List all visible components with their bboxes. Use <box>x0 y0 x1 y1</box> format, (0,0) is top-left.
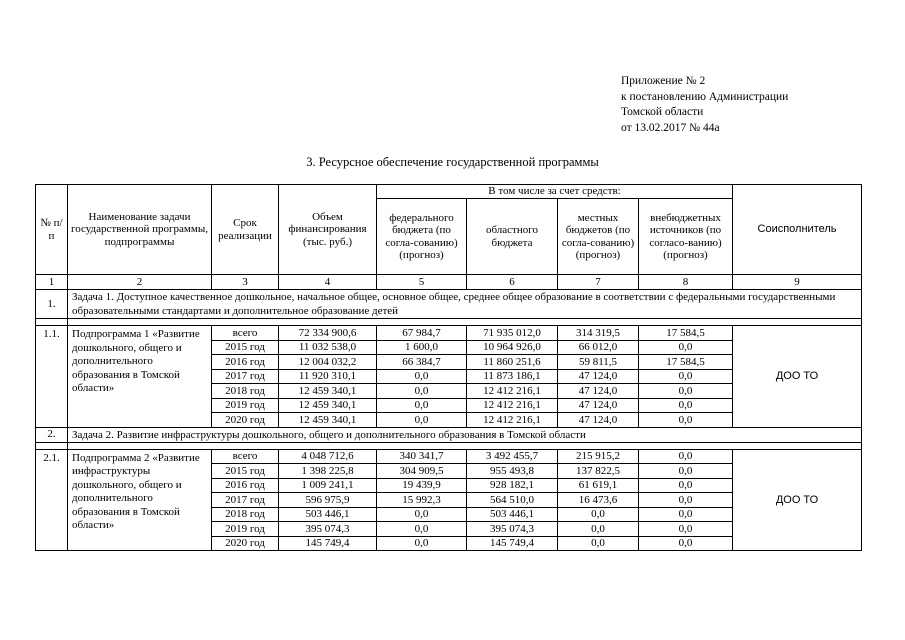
federal-cell: 340 341,7 <box>377 449 467 464</box>
period-cell: 2016 год <box>212 355 279 370</box>
task-2-num: 2. <box>36 427 68 442</box>
volume-cell: 1 009 241,1 <box>279 478 377 493</box>
federal-cell: 0,0 <box>377 398 467 413</box>
period-cell: 2016 год <box>212 478 279 493</box>
header-period: Срок реализации <box>212 185 279 275</box>
appendix-block <box>621 74 788 136</box>
regional-cell: 145 749,4 <box>467 536 558 551</box>
extrabudget-cell: 0,0 <box>639 522 733 537</box>
header-coexecutor: Соисполнитель <box>733 185 862 275</box>
header-volume: Объем финансирования (тыс. руб.) <box>279 185 377 275</box>
regional-cell: 12 412 216,1 <box>467 384 558 399</box>
extrabudget-cell: 17 584,5 <box>639 326 733 341</box>
period-cell: 2017 год <box>212 369 279 384</box>
local-cell: 137 822,5 <box>558 464 639 479</box>
col-number-cell: 4 <box>279 275 377 290</box>
program-1-name: Подпрограмма 1 «Развитие дошкольного, общего и дополнительного образования в Томской области» <box>68 326 212 428</box>
federal-cell: 0,0 <box>377 413 467 428</box>
regional-cell: 955 493,8 <box>467 464 558 479</box>
regional-cell: 395 074,3 <box>467 522 558 537</box>
appendix-line-1: Приложение № 2 <box>621 75 706 87</box>
volume-cell: 1 398 225,8 <box>279 464 377 479</box>
volume-cell: 145 749,4 <box>279 536 377 551</box>
regional-cell: 10 964 926,0 <box>467 340 558 355</box>
col-number-cell: 3 <box>212 275 279 290</box>
appendix-line-4: от 13.02.2017 № 44а <box>621 121 720 134</box>
period-cell: 2015 год <box>212 464 279 479</box>
resource-table <box>35 184 862 551</box>
volume-cell: 12 004 032,2 <box>279 355 377 370</box>
local-cell: 0,0 <box>558 522 639 537</box>
program-2-num: 2.1. <box>36 449 68 551</box>
federal-cell: 0,0 <box>377 522 467 537</box>
local-cell: 215 915,2 <box>558 449 639 464</box>
local-cell: 66 012,0 <box>558 340 639 355</box>
volume-cell: 12 459 340,1 <box>279 384 377 399</box>
extrabudget-cell: 0,0 <box>639 464 733 479</box>
extrabudget-cell: 0,0 <box>639 398 733 413</box>
table-row <box>36 326 862 341</box>
col-number-cell: 7 <box>558 275 639 290</box>
program-2-coexecutor: ДОО ТО <box>733 449 862 551</box>
local-cell: 47 124,0 <box>558 413 639 428</box>
header-num: № п/п <box>36 185 68 275</box>
volume-cell: 395 074,3 <box>279 522 377 537</box>
task-2-text: Задача 2. Развитие инфраструктуры дошкольного, общего и дополнительного образования в Томской области <box>68 427 862 442</box>
local-cell: 47 124,0 <box>558 384 639 399</box>
extrabudget-cell: 0,0 <box>639 493 733 508</box>
section-title: 3. Ресурсное обеспечение государственной программы <box>306 155 599 169</box>
header-name: Наименование задачи государственной программы, подпрограммы <box>68 185 212 275</box>
col-number-cell: 2 <box>68 275 212 290</box>
volume-cell: 503 446,1 <box>279 507 377 522</box>
federal-cell: 0,0 <box>377 384 467 399</box>
federal-cell: 1 600,0 <box>377 340 467 355</box>
regional-cell: 11 860 251,6 <box>467 355 558 370</box>
local-cell: 61 619,1 <box>558 478 639 493</box>
regional-cell: 503 446,1 <box>467 507 558 522</box>
volume-cell: 72 334 900,6 <box>279 326 377 341</box>
col-number-cell: 8 <box>639 275 733 290</box>
federal-cell: 15 992,3 <box>377 493 467 508</box>
appendix-line-3: Томской области <box>621 106 704 118</box>
extrabudget-cell: 0,0 <box>639 536 733 551</box>
local-cell: 0,0 <box>558 507 639 522</box>
local-cell: 0,0 <box>558 536 639 551</box>
program-1-num: 1.1. <box>36 326 68 428</box>
local-cell: 47 124,0 <box>558 398 639 413</box>
extrabudget-cell: 0,0 <box>639 413 733 428</box>
regional-cell: 3 492 455,7 <box>467 449 558 464</box>
extrabudget-cell: 17 584,5 <box>639 355 733 370</box>
federal-cell: 0,0 <box>377 507 467 522</box>
program-1-coexecutor: ДОО ТО <box>733 326 862 428</box>
extrabudget-cell: 0,0 <box>639 478 733 493</box>
volume-cell: 12 459 340,1 <box>279 398 377 413</box>
volume-cell: 11 920 310,1 <box>279 369 377 384</box>
volume-cell: 4 048 712,6 <box>279 449 377 464</box>
period-cell: 2020 год <box>212 413 279 428</box>
header-including: В том числе за счет средств: <box>377 185 733 199</box>
extrabudget-cell: 0,0 <box>639 384 733 399</box>
regional-cell: 928 182,1 <box>467 478 558 493</box>
extrabudget-cell: 0,0 <box>639 449 733 464</box>
local-cell: 16 473,6 <box>558 493 639 508</box>
local-cell: 59 811,5 <box>558 355 639 370</box>
extrabudget-cell: 0,0 <box>639 340 733 355</box>
period-cell: 2019 год <box>212 398 279 413</box>
federal-cell: 304 909,5 <box>377 464 467 479</box>
federal-cell: 0,0 <box>377 536 467 551</box>
volume-cell: 596 975,9 <box>279 493 377 508</box>
period-cell: 2019 год <box>212 522 279 537</box>
federal-cell: 66 384,7 <box>377 355 467 370</box>
appendix-line-2: к постановлению Администрации <box>621 90 789 103</box>
header-local: местных бюджетов (по согла-сованию) (прогноз) <box>558 199 639 275</box>
period-cell: всего <box>212 326 279 341</box>
header-regional: областного бюджета <box>467 199 558 275</box>
extrabudget-cell: 0,0 <box>639 507 733 522</box>
period-cell: 2018 год <box>212 384 279 399</box>
col-number-cell: 5 <box>377 275 467 290</box>
program-2-name: Подпрограмма 2 «Развитие инфраструктуры дошкольного, общего и дополнительного образования в Томской области» <box>68 449 212 551</box>
regional-cell: 11 873 186,1 <box>467 369 558 384</box>
col-number-cell: 1 <box>36 275 68 290</box>
regional-cell: 12 412 216,1 <box>467 398 558 413</box>
col-number-cell: 9 <box>733 275 862 290</box>
period-cell: 2017 год <box>212 493 279 508</box>
local-cell: 314 319,5 <box>558 326 639 341</box>
period-cell: 2020 год <box>212 536 279 551</box>
period-cell: всего <box>212 449 279 464</box>
federal-cell: 19 439,9 <box>377 478 467 493</box>
regional-cell: 564 510,0 <box>467 493 558 508</box>
volume-cell: 11 032 538,0 <box>279 340 377 355</box>
period-cell: 2018 год <box>212 507 279 522</box>
regional-cell: 71 935 012,0 <box>467 326 558 341</box>
table-row <box>36 449 862 464</box>
federal-cell: 0,0 <box>377 369 467 384</box>
regional-cell: 12 412 216,1 <box>467 413 558 428</box>
local-cell: 47 124,0 <box>558 369 639 384</box>
volume-cell: 12 459 340,1 <box>279 413 377 428</box>
task-1-num: 1. <box>36 290 68 319</box>
task-1-text: Задача 1. Доступное качественное дошкольное, начальное общее, основное общее, среднее общее образование в соответствии с федеральными государственными образовательными стандартами и дополнительное образование детей <box>68 290 862 319</box>
col-number-cell: 6 <box>467 275 558 290</box>
period-cell: 2015 год <box>212 340 279 355</box>
header-federal: федерального бюджета (по согла-сованию) (прогноз) <box>377 199 467 275</box>
federal-cell: 67 984,7 <box>377 326 467 341</box>
extrabudget-cell: 0,0 <box>639 369 733 384</box>
header-extrabudget: внебюджетных источников (по согласо-ванию) (прогноз) <box>639 199 733 275</box>
